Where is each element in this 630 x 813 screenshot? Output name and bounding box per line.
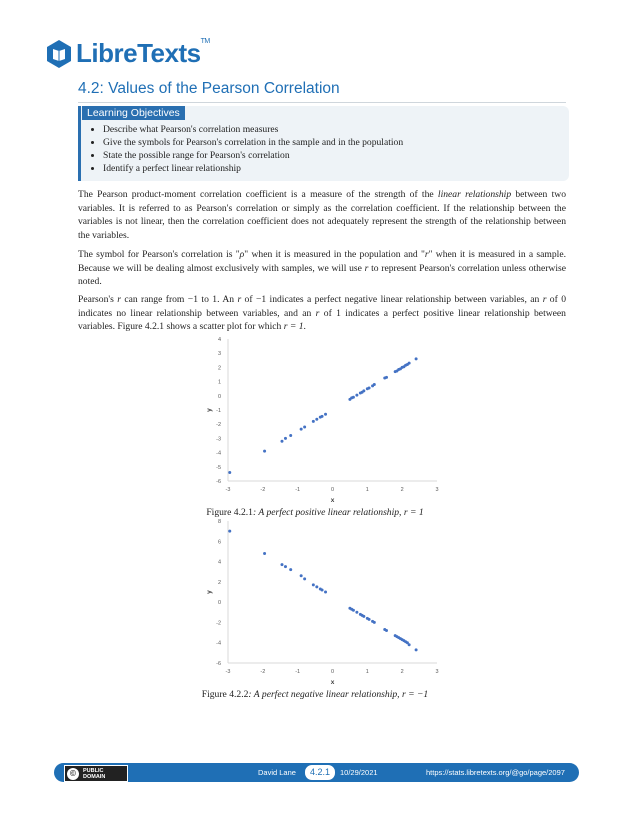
paragraph-definition: The Pearson product-moment correlation coefficient is a measure of the strength of the linear relationship between two variables. It is referred to as Pearson's correlation or simply as the correlation coefficient. If the relationship between the variables is not linear, then the correlation coefficient does not adequately represent the strength of the relationship between the variables. — [78, 189, 566, 241]
y-tick-label: 4 — [217, 559, 221, 566]
footer-author: David Lane — [258, 768, 296, 777]
x-tick-label: 1 — [365, 669, 369, 675]
data-point — [263, 450, 266, 453]
data-point — [408, 362, 411, 365]
y-axis-label: y — [206, 590, 213, 594]
data-point — [415, 648, 418, 651]
brand-name: LibreTexts™ — [76, 38, 210, 68]
footer-url[interactable]: https://stats.libretexts.org/@go/page/2097 — [426, 768, 565, 777]
data-point — [228, 471, 231, 474]
y-tick-label: 3 — [217, 351, 221, 358]
x-tick-label: 0 — [330, 487, 335, 493]
y-tick-label: -5 — [216, 464, 221, 471]
y-tick-label: 1 — [217, 379, 221, 386]
objective-item: • Identify a perfect linear relationship — [103, 162, 403, 175]
y-tick-label: -6 — [216, 479, 221, 485]
figure-caption-2: Figure 4.2.2: A perfect negative linear relationship, r = −1 — [201, 689, 429, 700]
libretexts-logo[interactable] — [46, 38, 210, 69]
y-tick-label: 2 — [217, 365, 221, 372]
libretexts-hexagon-icon — [46, 39, 72, 69]
data-point — [284, 437, 287, 440]
y-tick-label: 6 — [217, 539, 221, 546]
objective-item: • State the possible range for Pearson's correlation — [103, 149, 403, 162]
y-tick-label: -4 — [216, 450, 221, 457]
footer-date: 10/29/2021 — [340, 768, 378, 777]
data-point — [368, 386, 371, 389]
data-point — [321, 588, 324, 591]
data-point — [355, 394, 358, 397]
learning-objectives-heading: Learning Objectives — [82, 106, 185, 120]
scatter-plot-negative — [190, 515, 450, 690]
x-tick-label: 2 — [400, 669, 404, 675]
data-point — [373, 621, 376, 624]
y-tick-label: -6 — [216, 661, 221, 667]
data-point — [228, 530, 231, 533]
y-tick-label: -4 — [216, 640, 221, 647]
data-point — [284, 565, 287, 568]
data-point — [300, 574, 303, 577]
data-point — [300, 428, 303, 431]
x-axis-label: x — [330, 679, 335, 686]
public-domain-icon: © — [67, 768, 79, 780]
x-tick-label: -2 — [260, 487, 266, 493]
data-point — [385, 629, 388, 632]
data-point — [315, 418, 318, 421]
y-tick-label: -3 — [216, 436, 221, 443]
x-axis-label: x — [330, 497, 335, 504]
figure-reference[interactable]: 4.2.1 — [144, 321, 165, 333]
data-point — [315, 585, 318, 588]
data-point — [368, 618, 371, 621]
y-tick-label: 0 — [217, 393, 221, 400]
y-tick-label: 8 — [217, 519, 221, 525]
x-tick-label: -2 — [260, 669, 266, 675]
footer-page-number: 4.2.1 — [304, 764, 336, 781]
public-domain-badge[interactable] — [64, 765, 128, 782]
data-point — [373, 383, 376, 386]
page-footer — [54, 763, 579, 782]
data-point — [352, 396, 355, 399]
page-title: 4.2: Values of the Pearson Correlation — [78, 80, 566, 103]
data-point — [312, 583, 315, 586]
y-tick-label: -2 — [216, 422, 221, 429]
data-point — [324, 413, 327, 416]
scatter-plot-positive — [190, 333, 450, 508]
data-point — [303, 577, 306, 580]
figure-caption-1: Figure 4.2.1: A perfect positive linear relationship, r = 1 — [206, 507, 424, 518]
x-tick-label: 0 — [330, 669, 335, 675]
data-point — [263, 552, 266, 555]
x-tick-label: 2 — [400, 487, 404, 493]
learning-objectives-list — [89, 123, 403, 175]
x-tick-label: -1 — [295, 669, 301, 675]
license-label: PUBLIC DOMAIN — [83, 767, 106, 780]
data-point — [408, 643, 411, 646]
data-point — [355, 611, 358, 614]
y-axis-label: y — [206, 408, 213, 412]
x-tick-label: 3 — [435, 487, 439, 493]
x-tick-label: -3 — [225, 487, 231, 493]
data-point — [289, 568, 292, 571]
y-tick-label: -2 — [216, 620, 221, 627]
paragraph-range: Pearson's r can range from −1 to 1. An r of −1 indicates a perfect negative linear relationship between variables, an r of 0 indicates no linear relationship between variables, and an r of 1 indicates a perfect positive linear relationship between variables. Figure 4.2.1 shows a scatter plot for which r = 1. — [78, 294, 566, 333]
y-tick-label: 4 — [217, 337, 221, 343]
x-tick-label: -3 — [225, 669, 231, 675]
data-point — [303, 426, 306, 429]
data-point — [352, 609, 355, 612]
y-tick-label: 2 — [217, 579, 221, 586]
objective-item: • Give the symbols for Pearson's correlation in the sample and in the population — [103, 136, 403, 149]
y-tick-label: 0 — [217, 600, 221, 607]
data-point — [415, 357, 418, 360]
data-point — [324, 591, 327, 594]
data-point — [280, 440, 283, 443]
x-tick-label: 1 — [365, 487, 369, 493]
data-point — [321, 415, 324, 418]
data-point — [289, 434, 292, 437]
data-point — [362, 615, 365, 618]
data-point — [385, 376, 388, 379]
objective-item: • Describe what Pearson's correlation measures — [103, 123, 403, 136]
data-point — [312, 420, 315, 423]
y-tick-label: -1 — [216, 408, 221, 414]
data-point — [280, 563, 283, 566]
paragraph-symbols: The symbol for Pearson's correlation is "ρ" when it is measured in the population and "r" when it is measured in a sample. Because we will be dealing almost exclusively with samples, we will use r to represent Pearson's correlation unless otherwise noted. — [78, 249, 567, 288]
x-tick-label: -1 — [295, 487, 301, 493]
x-tick-label: 3 — [435, 669, 439, 675]
data-point — [362, 389, 365, 392]
learning-objectives-box — [78, 106, 569, 181]
